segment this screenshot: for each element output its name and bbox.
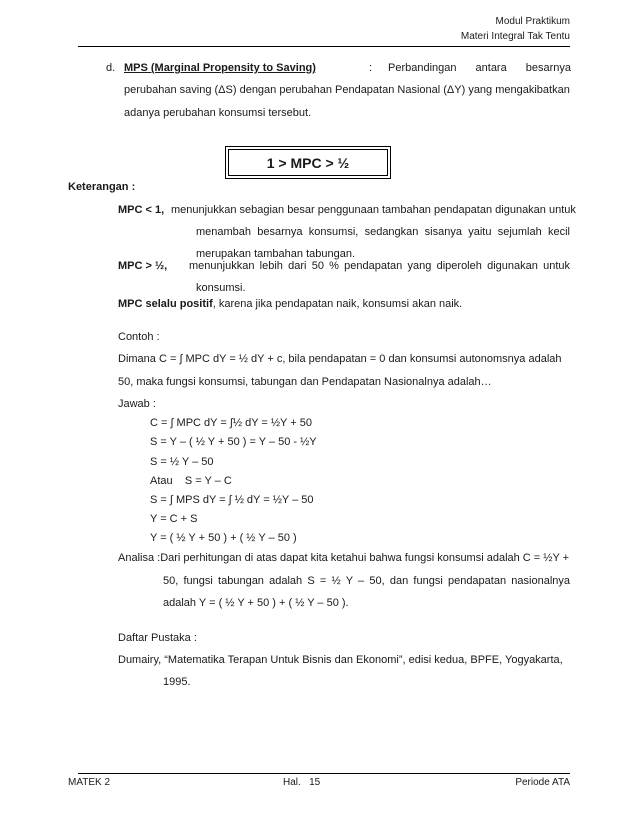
contoh-line1: Dimana C = ∫ MPC dY = ½ dY + c, bila pendapatan = 0 dan konsumsi autonomsnya adalah bbox=[118, 353, 562, 365]
mpc-greater-than-half-line1: menunjukkan lebih dari 50 % pendapatan yang diperoleh digunakan untuk bbox=[189, 260, 570, 272]
header-rule bbox=[78, 46, 570, 47]
footer-period: Periode ATA bbox=[515, 777, 570, 788]
mpc-less-than-one-line1: menunjukkan sebagian besar penggunaan tambahan pendapatan digunakan untuk bbox=[171, 204, 576, 216]
mps-term: MPS (Marginal Propensity to Saving) bbox=[124, 62, 316, 74]
solution-step-5: S = ∫ MPS dY = ∫ ½ dY = ½Y – 50 bbox=[150, 494, 314, 506]
analisa-line1: Analisa :Dari perhitungan di atas dapat kita ketahui bahwa fungsi konsumsi adalah C = ½Y + bbox=[118, 552, 570, 564]
analisa-line2: 50, fungsi tabungan adalah S = ½ Y – 50, dan fungsi pendapatan nasionalnya bbox=[163, 575, 570, 587]
mpc-positive-note bbox=[118, 298, 462, 310]
mpc-greater-than-half-term: MPC > ½, bbox=[118, 260, 168, 272]
formula-box bbox=[228, 149, 388, 176]
mpc-less-than-one-term: MPC < 1, bbox=[118, 204, 165, 216]
formula-text: 1 > MPC > ½ bbox=[266, 154, 350, 171]
mps-definition-start: Perbandingan antara besarnya bbox=[388, 62, 571, 74]
header-subject-title: Materi Integral Tak Tentu bbox=[460, 31, 570, 42]
solution-step-3: S = ½ Y – 50 bbox=[150, 456, 214, 468]
contoh-line2: 50, maka fungsi konsumsi, tabungan dan Pendapatan Nasionalnya adalah… bbox=[118, 376, 492, 388]
mpc-greater-than-half-line2: konsumsi. bbox=[196, 282, 246, 294]
mpc-less-than-one-line2: menambah besarnya konsumsi, sedangkan sisanya yaitu sejumlah kecil bbox=[196, 226, 570, 238]
mps-colon: : bbox=[369, 62, 373, 74]
contoh-label: Contoh : bbox=[118, 331, 160, 343]
pustaka-reference-line1: Dumairy, “Matematika Terapan Untuk Bisnis dan Ekonomi”, edisi kedua, BPFE, Yogyakarta, bbox=[118, 654, 563, 666]
header-module-title: Modul Praktikum bbox=[495, 16, 570, 27]
pustaka-label: Daftar Pustaka : bbox=[118, 632, 197, 644]
mpc-less-than-one-line3: merupakan tambahan tabungan. bbox=[196, 248, 356, 260]
solution-step-1: C = ∫ MPC dY = ∫½ dY = ½Y + 50 bbox=[150, 417, 312, 429]
solution-step-4: Atau S = Y – C bbox=[150, 475, 232, 487]
analisa-line3: adalah Y = ( ½ Y + 50 ) + ( ½ Y – 50 ). bbox=[163, 597, 349, 609]
solution-step-7: Y = ( ½ Y + 50 ) + ( ½ Y – 50 ) bbox=[150, 532, 297, 544]
mps-definition-line2: perubahan saving (ΔS) dengan perubahan Pendapatan Nasional (ΔY) yang mengakibatkan bbox=[124, 84, 570, 96]
mpc-positive-explanation: , karena jika pendapatan naik, konsumsi akan naik. bbox=[212, 298, 463, 310]
mpc-positive-term: MPC selalu positif bbox=[118, 298, 213, 310]
list-marker: d. bbox=[106, 62, 116, 74]
footer-rule bbox=[78, 773, 570, 774]
solution-step-6: Y = C + S bbox=[150, 513, 198, 525]
pustaka-reference-line2: 1995. bbox=[163, 676, 191, 688]
solution-step-2: S = Y – ( ½ Y + 50 ) = Y – 50 - ½Y bbox=[150, 436, 317, 448]
keterangan-heading: Keterangan : bbox=[68, 181, 136, 193]
footer-page-number: Hal. 15 bbox=[283, 777, 321, 788]
footer-course: MATEK 2 bbox=[68, 777, 111, 788]
jawab-label: Jawab : bbox=[118, 398, 156, 410]
mps-definition-line3: adanya perubahan konsumsi tersebut. bbox=[124, 107, 312, 119]
